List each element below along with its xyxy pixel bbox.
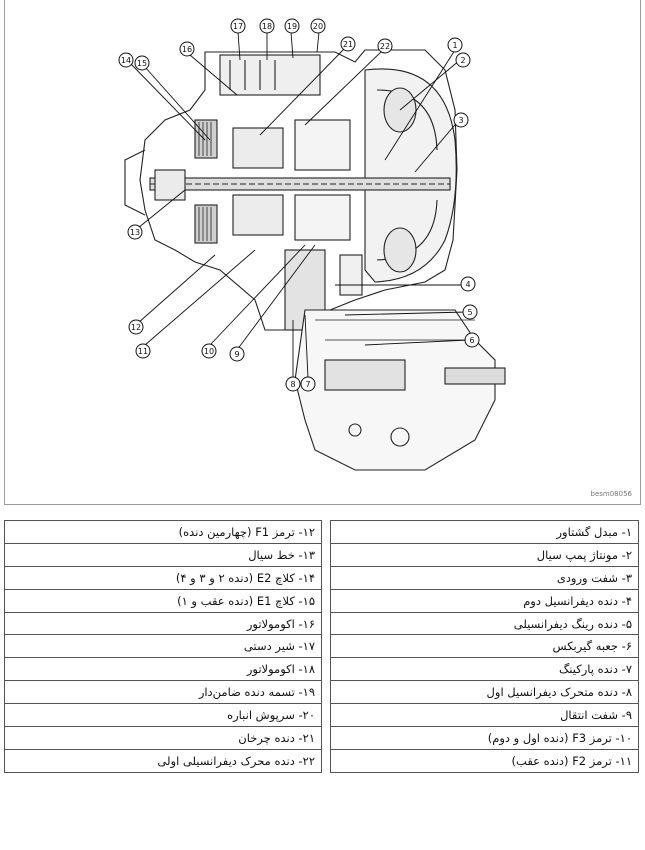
table-row (5, 543, 322, 566)
callout-8-label: 8 (290, 380, 296, 389)
callout-17-label: 17 (232, 22, 244, 31)
legend-table-left (4, 520, 322, 773)
table-row (331, 727, 639, 750)
callout-13-label: 13 (129, 228, 141, 237)
callout-12 (129, 320, 143, 334)
table-row (5, 658, 322, 681)
callout-3-label: 3 (458, 116, 464, 125)
table-row (5, 635, 322, 658)
legend-item: ۱۴- کلاچ E2 (دنده ۲ و ۳ و ۴) (5, 566, 322, 589)
transmission-cutaway-drawing (5, 0, 642, 505)
clutch-pack-top (195, 120, 217, 158)
callout-9 (230, 347, 244, 361)
callout-10 (202, 344, 216, 358)
legend-item: ۱۳- خط سیال (5, 543, 322, 566)
callout-7-label: 7 (305, 380, 311, 389)
legend-item: ۲۱- دنده چرخان (5, 727, 322, 750)
legend-item: ۸- دنده متحرک دیفرانسیل اول (331, 681, 639, 704)
legend-item: ۵- دنده رینگ دیفرانسیلی (331, 612, 639, 635)
table-row (5, 521, 322, 544)
legend-item: ۲۲- دنده محرک دیفرانسیلی اولی (5, 749, 322, 772)
callout-1-label: 1 (452, 41, 458, 50)
callout-20-label: 20 (312, 22, 324, 31)
callout-16-label: 16 (181, 45, 193, 54)
callout-14-label: 14 (120, 56, 132, 65)
callout-21 (341, 37, 355, 51)
callout-17 (231, 19, 245, 33)
legend-item: ۹- شفت انتقال (331, 704, 639, 727)
transmission-cutaway-figure (4, 0, 641, 505)
callout-15 (135, 56, 149, 70)
callout-5 (463, 305, 477, 319)
legend-item: ۱۲- ترمز F1 (چهارمین دنده) (5, 521, 322, 544)
table-row (331, 589, 639, 612)
callout-18 (260, 19, 274, 33)
callout-19-label: 19 (286, 22, 298, 31)
table-row (331, 521, 639, 544)
callout-4-label: 4 (465, 280, 471, 289)
table-row (331, 566, 639, 589)
callout-22-label: 22 (379, 42, 391, 51)
figure-code: besm08056 (590, 490, 632, 498)
table-row (331, 681, 639, 704)
callout-2 (456, 53, 470, 67)
callout-12-label: 12 (130, 323, 142, 332)
table-row (331, 612, 639, 635)
output-shaft (445, 368, 505, 384)
legend-item: ۶- جعبه گیربکس (331, 635, 639, 658)
callout-9-label: 9 (234, 350, 240, 359)
callout-4 (461, 277, 475, 291)
table-row (5, 727, 322, 750)
callout-20 (311, 19, 325, 33)
callout-14 (119, 53, 133, 67)
callout-18-label: 18 (261, 22, 273, 31)
legend-item: ۱- مبدل گشتاور (331, 521, 639, 544)
table-row (5, 681, 322, 704)
callout-2-label: 2 (460, 56, 466, 65)
table-row (5, 589, 322, 612)
callout-10-label: 10 (203, 347, 215, 356)
callout-13 (128, 225, 142, 239)
legend-item: ۱۷- شیر دستی (5, 635, 322, 658)
legend-item: ۷- دنده پارکینگ (331, 658, 639, 681)
callout-7 (301, 377, 315, 391)
table-row (331, 543, 639, 566)
legend-item: ۱۵- کلاچ E1 (دنده عقب و ۱) (5, 589, 322, 612)
table-row (5, 612, 322, 635)
clutch-pack-bottom (195, 205, 217, 243)
table-row (5, 749, 322, 772)
legend-item: ۱۱- ترمز F2 (دنده عقب) (331, 749, 639, 772)
callout-11 (136, 344, 150, 358)
callout-21-label: 21 (342, 40, 354, 49)
callout-5-label: 5 (467, 308, 473, 317)
legend-item: ۳- شفت ورودی (331, 566, 639, 589)
table-row (331, 704, 639, 727)
legend-item: ۲- مونتاژ پمپ سیال (331, 543, 639, 566)
callout-6-label: 6 (469, 336, 475, 345)
callout-3 (454, 113, 468, 127)
table-row (5, 566, 322, 589)
table-row (331, 635, 639, 658)
callout-11-label: 11 (137, 347, 149, 356)
legend-item: ۱۹- تسمه دنده ضامن‌دار (5, 681, 322, 704)
callout-8 (286, 377, 300, 391)
legend-item: ۱۸- اکومولاتور (5, 658, 322, 681)
legend-table-right (330, 520, 639, 773)
table-row (331, 658, 639, 681)
callout-22 (378, 39, 392, 53)
legend-item: ۱۰- ترمز F3 (دنده اول و دوم) (331, 727, 639, 750)
callout-19 (285, 19, 299, 33)
table-row (5, 704, 322, 727)
callout-1 (448, 38, 462, 52)
table-row (331, 749, 639, 772)
legend-item: ۱۶- اکومولاتور (5, 612, 322, 635)
legend-item: ۴- دنده دیفرانسیل دوم (331, 589, 639, 612)
callout-16 (180, 42, 194, 56)
legend-item: ۲۰- سرپوش انباره (5, 704, 322, 727)
callout-6 (465, 333, 479, 347)
callout-15-label: 15 (136, 59, 148, 68)
